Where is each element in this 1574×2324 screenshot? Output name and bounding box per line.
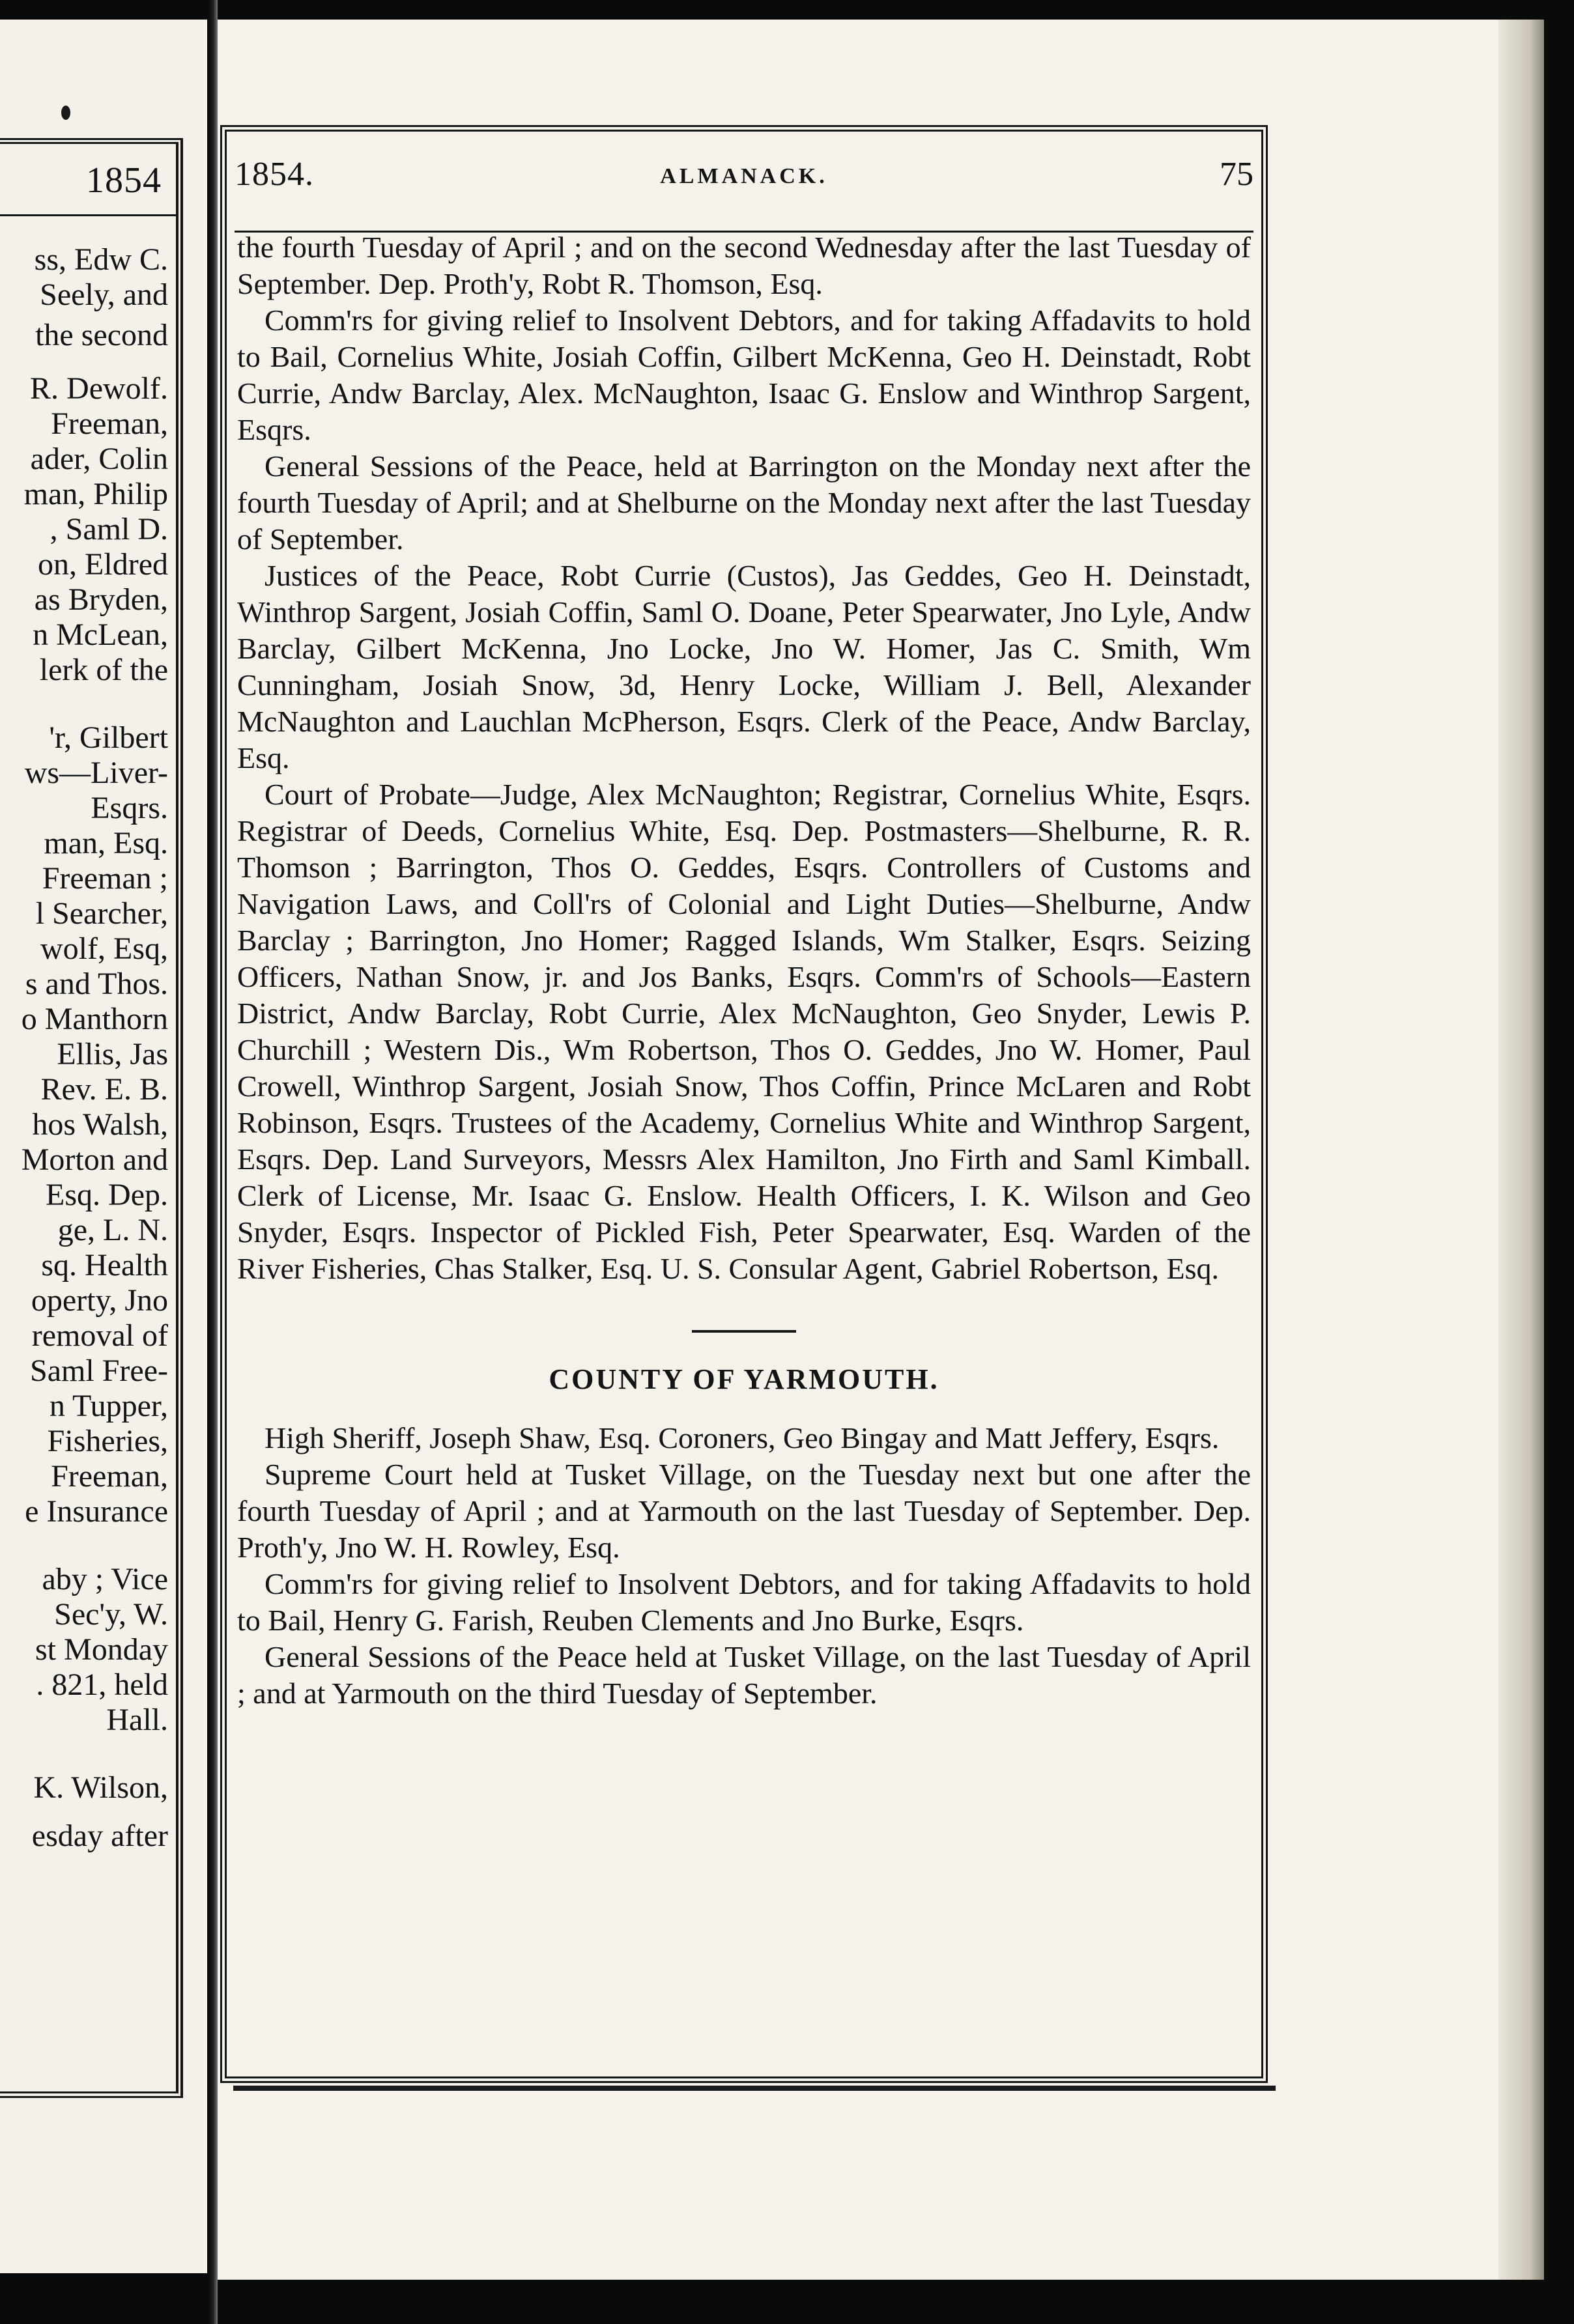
facing-page-line: man, Philip [23,477,168,511]
header-year: 1854. [235,156,314,193]
facing-page-line: st Monday [35,1632,168,1667]
facing-page-year: 1854 [86,160,162,201]
facing-page-line: Ellis, Jas [57,1037,168,1071]
facing-page-line: Sec'y, W. [54,1597,168,1632]
facing-page-line: ws—Liver- [24,756,168,790]
facing-page-line: Freeman, [51,1459,168,1494]
page-body [237,229,1251,1712]
facing-page-header-rule [0,214,176,216]
facing-page-line: ge, L. N. [57,1213,168,1247]
paragraph-insolvent-debtors-yarmouth: Comm'rs for giving relief to Insolvent Debtors, and for taking Affadavits to hold to Bail, Henry G. Farish, Reuben Clements and Jno Burke, Esqrs. [237,1567,1251,1637]
paragraph-court-of-probate: Court of Probate—Judge, Alex McNaughton; Registrar, Cornelius White, Esqrs. Registrar of Deeds, Cornelius White, Esq. Dep. Postmasters—Shelburne, R. R. Thomson ; Barrington, Thos O. Geddes, Esqrs. Controllers of Customs and Navigation Laws, and Coll'rs of Colonial and Light Duties—Shelburne, Andw Barclay ; Barrington, Jno Homer; Ragged Islands, Wm Stalker, Esqrs. Seizing Officers, Nathan Snow, jr. and Jos Banks, Esqrs. Comm'rs of Schools—Eastern District, Andw Barclay, Robt Currie, Alex McNaughton, Geo Snyder, Lewis P. Churchill ; Western Dis., Wm Robertson, Thos O. Geddes, Jno W. Homer, Paul Crowell, Winthrop Sargent, Josiah Snow, Thos Coffin, Prince McLaren and Robt Robinson, Esqrs. Trustees of the Academy, Cornelius White and Winthrop Sargent, Esqrs. Dep. Land Surveyors, Messrs Alex Hamilton, Jno Firth and Saml Kimball. Clerk of License, Mr. Isaac G. Enslow. Health Officers, I. K. Wilson and Geo Snyder, Esqrs. Inspector of Pickled Fish, Peter Spearwater, Esq. Warden of the River Fisheries, Chas Stalker, Esq. U. S. Consular Agent, Gabriel Robertson, Esq. [237,778,1251,1285]
facing-page-line: esday after [31,1819,168,1853]
page-frame [220,125,1268,2083]
section-divider [692,1330,796,1333]
book-gutter [207,0,218,2324]
running-head [235,155,1253,207]
facing-page-line: operty, Jno [31,1283,168,1318]
facing-page-line: Esq. Dep. [46,1178,168,1212]
section-title-county-of-yarmouth: COUNTY OF YARMOUTH. [549,1363,939,1395]
facing-page-line: man, Esq. [44,826,168,860]
facing-page-line: 'r, Gilbert [49,720,168,755]
facing-page-line: ss, Edw C. [34,242,168,277]
facing-page-line: e Insurance [25,1494,168,1529]
facing-page-line: removal of [31,1318,168,1353]
paragraph-general-sessions-yarmouth: General Sessions of the Peace held at Tusket Village, on the last Tuesday of April ; and at Yarmouth on the third Tuesday of September. [237,1640,1251,1710]
paragraph-insolvent-debtors: Comm'rs for giving relief to Insolvent Debtors, and for taking Affadavits to hold to Bail, Cornelius White, Josiah Coffin, Gilbert McKenna, Geo H. Deinstadt, Robt Currie, Andw Barclay, Alex. McNaughton, Isaac G. Enslow and Winthrop Sargent, Esqrs. [237,304,1251,446]
page-number: 75 [1220,156,1253,193]
paragraph-justices-of-the-peace: Justices of the Peace, Robt Currie (Custos), Jas Geddes, Geo H. Deinstadt, Winthrop Sargent, Josiah Coffin, Saml O. Doane, Peter Spearwater, Jno Lyle, Andw Barclay, Gilbert McKenna, Jno Locke, Jno W. Homer, Jas C. Smith, Wm Cunningham, Josiah Snow, 3d, Henry Locke, William J. Bell, Alexander McNaughton and Lauchlan McPherson, Esqrs. Clerk of the Peace, Andw Barclay, Esq. [237,559,1251,774]
paragraph-high-sheriff: High Sheriff, Joseph Shaw, Esq. Coroners, Geo Bingay and Matt Jeffery, Esqrs. [265,1421,1220,1454]
facing-page-line: sq. Health [41,1248,168,1282]
facing-page-line: Esqrs. [91,791,168,825]
ink-blot [61,106,70,120]
facing-page-line: Saml Free- [30,1353,168,1388]
facing-page-line: the second [35,318,168,352]
facing-page-line: n McLean, [33,617,168,652]
facing-page-line: s and Thos. [25,967,168,1001]
facing-page-line: n Tupper, [49,1389,168,1423]
facing-page-line: o Manthorn [21,1002,168,1036]
paragraph-shelburne-supreme-court: the fourth Tuesday of April ; and on the second Wednesday after the last Tuesday of September. Dep. Proth'y, Robt R. Thomson, Esq. [237,231,1251,300]
paragraph-supreme-court-yarmouth: Supreme Court held at Tusket Village, on the Tuesday next but one after the fourth Tuesday of April ; and at Yarmouth on the last Tuesday of September. Dep. Proth'y, Jno W. H. Rowley, Esq. [237,1458,1251,1564]
facing-page-line: , Saml D. [50,512,168,546]
page-edge [1498,20,1544,2280]
facing-page-line: wolf, Esq, [40,931,168,966]
facing-page-line: as Bryden, [34,582,168,617]
facing-page-line: Hall. [106,1703,168,1737]
facing-page [0,20,207,2273]
facing-page-line: l Searcher, [35,896,168,931]
facing-page-line: Rev. E. B. [40,1072,168,1107]
paragraph-general-sessions: General Sessions of the Peace, held at Barrington on the Monday next after the fourth Tuesday of April; and at Shelburne on the Monday next after the last Tuesday of September. [237,449,1251,556]
facing-page-line: hos Walsh, [32,1107,168,1142]
facing-page-line: . 821, held [36,1667,168,1702]
facing-page-line: lerk of the [39,653,168,687]
facing-page-line: on, Eldred [38,547,168,582]
facing-page-line: ader, Colin [30,442,168,476]
facing-page-line: Morton and [21,1142,168,1177]
facing-page-line: aby ; Vice [42,1562,168,1596]
header-title: ALMANACK. [660,164,828,188]
facing-page-line: R. Dewolf. [30,371,168,406]
facing-page-line: K. Wilson, [33,1770,168,1805]
facing-page-line: Freeman ; [42,861,168,896]
facing-page-line: Freeman, [51,406,168,441]
facing-page-frame [0,138,183,2098]
facing-page-line: Fisheries, [47,1424,168,1458]
facing-page-line: Seely, and [40,277,168,312]
